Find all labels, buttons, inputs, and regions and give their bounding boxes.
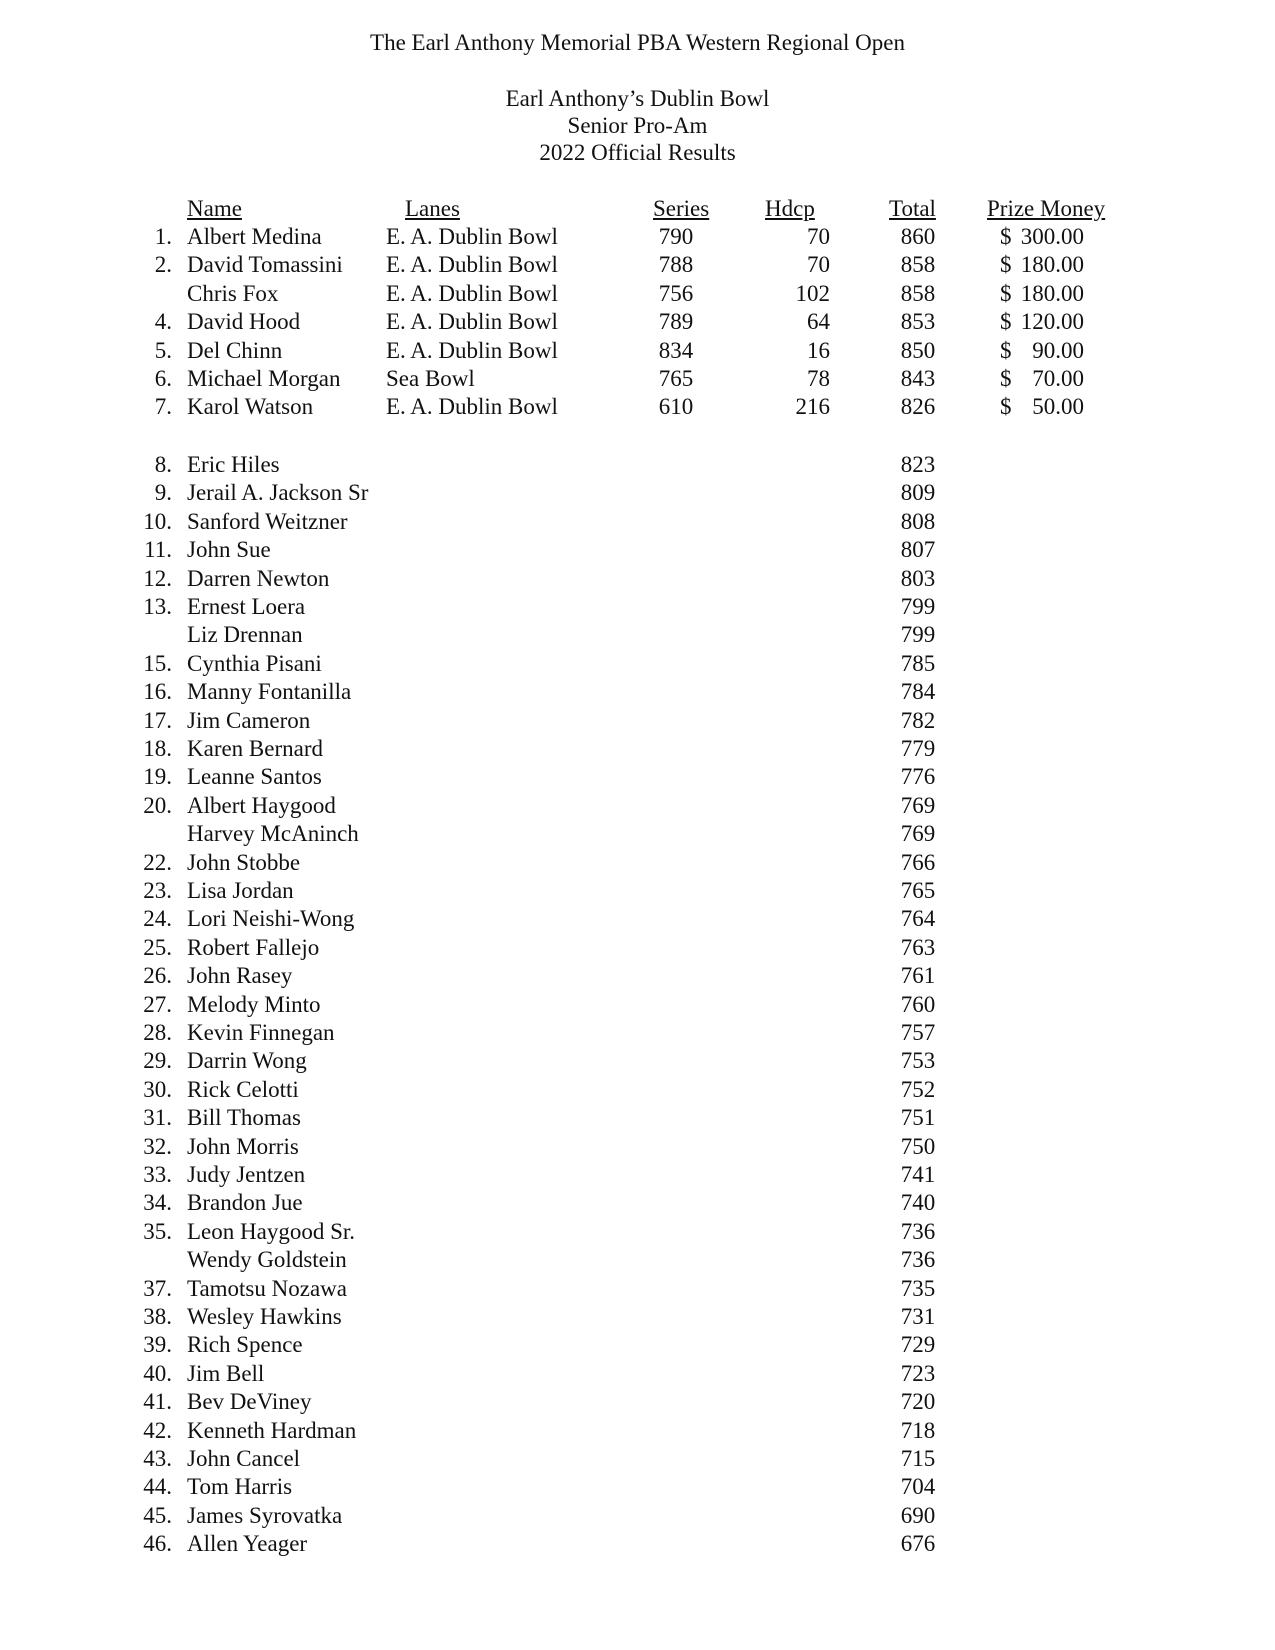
row-total: 763: [900, 934, 936, 960]
table-row: [0, 1276, 1275, 1304]
table-row: [0, 537, 1275, 565]
row-lanes: E. A. Dublin Bowl: [386, 280, 558, 306]
row-name: Bev DeViney: [187, 1389, 312, 1415]
row-rank: 8.: [154, 452, 172, 477]
row-total: 752: [900, 1076, 936, 1102]
table-row: [0, 509, 1275, 537]
row-total: 676: [900, 1531, 936, 1557]
row-rank: 17.: [143, 707, 172, 733]
row-total: 741: [900, 1162, 936, 1187]
row-hdcp: 216: [795, 394, 830, 420]
row-total: 735: [900, 1275, 936, 1301]
row-rank: 13.: [143, 594, 172, 619]
row-total: 704: [900, 1474, 936, 1500]
table-row: [0, 878, 1275, 906]
row-series: 765: [658, 366, 694, 391]
row-rank: 44.: [143, 1474, 172, 1500]
row-rank: 16.: [143, 679, 172, 705]
table-row: [0, 651, 1275, 679]
prize-currency: $: [1000, 366, 1012, 391]
results-subtitle: 2022 Official Results: [539, 140, 736, 165]
row-total: 757: [900, 1020, 936, 1045]
row-total: 858: [900, 252, 936, 278]
table-row: [0, 1247, 1275, 1275]
prize-amount: 50.00: [1032, 394, 1084, 420]
row-rank: 39.: [143, 1332, 172, 1358]
row-total: 850: [900, 337, 936, 363]
row-rank: 18.: [143, 736, 172, 761]
table-row: [0, 935, 1275, 963]
row-total: 760: [900, 991, 936, 1017]
row-name: Bill Thomas: [187, 1105, 301, 1131]
row-total: 808: [900, 508, 936, 534]
row-total: 782: [900, 707, 936, 733]
row-rank: 23.: [143, 878, 172, 903]
table-row: [0, 736, 1275, 764]
row-rank: 30.: [143, 1076, 172, 1102]
row-name: Harvey McAninch: [187, 821, 359, 847]
row-name: Darren Newton: [187, 565, 330, 591]
row-name: John Sue: [187, 537, 271, 563]
row-total: 803: [900, 565, 936, 591]
table-row: [0, 281, 1275, 309]
row-rank: 46.: [143, 1531, 172, 1557]
prize-currency: $: [1000, 394, 1012, 420]
prize-currency: $: [1000, 309, 1012, 335]
table-row: [0, 1531, 1275, 1559]
row-rank: 33.: [143, 1162, 172, 1187]
row-name: Tom Harris: [187, 1474, 293, 1500]
header-prize-money: Prize Money: [987, 196, 1106, 221]
row-total: 823: [900, 452, 936, 477]
row-prize-money: [1000, 394, 1084, 420]
table-row: [0, 1474, 1275, 1502]
row-rank: 26.: [143, 963, 172, 989]
table-row: [0, 1332, 1275, 1360]
row-rank: 24.: [143, 906, 172, 932]
table-row: [0, 764, 1275, 792]
row-total: 751: [900, 1105, 936, 1131]
row-name: John Cancel: [187, 1446, 301, 1471]
row-rank: 43.: [143, 1446, 172, 1471]
row-name: Lisa Jordan: [187, 878, 294, 903]
row-name: Kenneth Hardman: [187, 1417, 357, 1443]
venue-title: Earl Anthony’s Dublin Bowl: [505, 86, 770, 111]
row-prize-money: [1000, 252, 1084, 278]
row-series: 790: [658, 224, 694, 249]
prize-currency: $: [1000, 280, 1012, 306]
row-name: David Tomassini: [187, 252, 343, 278]
row-name: Manny Fontanilla: [187, 679, 352, 705]
row-name: John Morris: [187, 1133, 299, 1159]
row-total: 753: [900, 1048, 936, 1074]
row-rank: 4.: [154, 309, 172, 335]
row-rank: 34.: [143, 1190, 172, 1216]
row-total: 715: [900, 1446, 936, 1471]
row-rank: 7.: [154, 394, 172, 420]
row-rank: 15.: [143, 650, 172, 676]
row-lanes: E. A. Dublin Bowl: [386, 394, 558, 420]
row-prize-money: [1000, 366, 1084, 392]
row-lanes: E. A. Dublin Bowl: [386, 309, 558, 335]
row-lanes: E. A. Dublin Bowl: [386, 337, 558, 363]
row-name: Rick Celotti: [187, 1076, 299, 1102]
row-rank: 41.: [143, 1389, 172, 1415]
row-rank: 28.: [143, 1020, 172, 1045]
table-row: [0, 622, 1275, 650]
event-title: The Earl Anthony Memorial PBA Western Regional Open: [370, 30, 905, 55]
table-row: [0, 480, 1275, 508]
row-name: Karen Bernard: [187, 736, 324, 761]
prize-currency: $: [1000, 224, 1012, 249]
row-prize-money: [1000, 224, 1084, 250]
row-total: 809: [900, 480, 936, 506]
row-name: Ernest Loera: [187, 594, 306, 619]
table-row: [0, 850, 1275, 878]
row-rank: 42.: [143, 1417, 172, 1443]
table-row: [0, 594, 1275, 622]
row-name: Eric Hiles: [187, 452, 280, 477]
row-series: 789: [658, 309, 694, 335]
row-prize-money: [1000, 309, 1084, 335]
row-rank: 12.: [143, 565, 172, 591]
prize-amount: 90.00: [1032, 337, 1084, 363]
row-prize-money: [1000, 338, 1084, 364]
table-row: [0, 1304, 1275, 1332]
row-rank: 45.: [143, 1502, 172, 1528]
prize-amount: 70.00: [1032, 366, 1084, 391]
table-row: [0, 252, 1275, 280]
row-total: 690: [900, 1502, 936, 1528]
row-series: 788: [658, 252, 694, 278]
row-name: David Hood: [187, 309, 301, 335]
row-rank: 27.: [143, 991, 172, 1017]
row-total: 784: [900, 679, 936, 705]
table-row: [0, 309, 1275, 337]
prize-amount: 120.00: [1020, 309, 1084, 335]
table-row: [0, 366, 1275, 394]
row-total: 858: [900, 280, 936, 306]
row-name: Wendy Goldstein: [187, 1247, 347, 1273]
row-prize-money: [1000, 281, 1084, 307]
row-name: Chris Fox: [187, 280, 279, 306]
row-total: 731: [900, 1304, 936, 1329]
row-name: Robert Fallejo: [187, 934, 320, 960]
row-total: 736: [900, 1218, 936, 1244]
row-total: 799: [900, 594, 936, 619]
table-row: [0, 793, 1275, 821]
row-total: 718: [900, 1417, 936, 1443]
table-row: [0, 452, 1275, 480]
table-row: [0, 1503, 1275, 1531]
row-total: 750: [900, 1133, 936, 1159]
table-row: [0, 708, 1275, 736]
row-rank: 22.: [143, 849, 172, 875]
row-name: Judy Jentzen: [187, 1162, 306, 1187]
table-row: [0, 906, 1275, 934]
table-row: [0, 1389, 1275, 1417]
row-name: Darrin Wong: [187, 1048, 307, 1074]
header-total: Total: [889, 196, 936, 221]
row-name: Jim Cameron: [187, 707, 311, 733]
row-series: 834: [658, 337, 694, 363]
table-row: [0, 1361, 1275, 1389]
row-total: 779: [900, 736, 936, 761]
table-row: [0, 1105, 1275, 1133]
row-hdcp: 102: [795, 280, 830, 306]
row-name: Allen Yeager: [187, 1531, 308, 1557]
row-name: Melody Minto: [187, 991, 321, 1017]
row-rank: 38.: [143, 1304, 172, 1329]
row-rank: 10.: [143, 508, 172, 534]
row-rank: 40.: [143, 1360, 172, 1386]
row-total: 853: [900, 309, 936, 335]
row-name: Albert Medina: [187, 224, 322, 249]
table-row: [0, 992, 1275, 1020]
row-total: 761: [900, 963, 936, 989]
row-rank: 11.: [144, 537, 172, 563]
row-total: 769: [900, 821, 936, 847]
row-series: 610: [658, 394, 694, 420]
header-series: Series: [653, 196, 710, 221]
prize-amount: 300.00: [1020, 224, 1084, 249]
table-row: [0, 566, 1275, 594]
table-row: [0, 1418, 1275, 1446]
row-name: Cynthia Pisani: [187, 650, 322, 676]
row-hdcp: 78: [807, 366, 830, 391]
row-rank: 1.: [154, 224, 172, 249]
row-rank: 2.: [154, 252, 172, 278]
header-hdcp: Hdcp: [765, 196, 815, 221]
row-name: Albert Haygood: [187, 792, 336, 818]
row-total: 740: [900, 1190, 936, 1216]
row-name: Jerail A. Jackson Sr: [187, 480, 369, 506]
row-name: Tamotsu Nozawa: [187, 1275, 347, 1301]
header-name: Name: [187, 196, 242, 221]
row-lanes: Sea Bowl: [386, 366, 475, 391]
row-total: 860: [900, 224, 936, 249]
row-name: Leon Haygood Sr.: [187, 1218, 356, 1244]
row-name: Brandon Jue: [187, 1190, 303, 1216]
table-row: [0, 1162, 1275, 1190]
prize-currency: $: [1000, 337, 1012, 363]
row-total: 799: [900, 622, 936, 648]
prize-currency: $: [1000, 252, 1012, 278]
row-rank: 6.: [154, 366, 172, 391]
table-row: [0, 338, 1275, 366]
row-rank: 37.: [143, 1275, 172, 1301]
row-total: 769: [900, 792, 936, 818]
row-total: 729: [900, 1332, 936, 1358]
table-row: [0, 1446, 1275, 1474]
row-rank: 19.: [143, 764, 172, 790]
table-row: [0, 1134, 1275, 1162]
prize-amount: 180.00: [1020, 280, 1084, 306]
row-name: John Rasey: [187, 963, 293, 989]
header-lanes: Lanes: [405, 196, 460, 221]
row-name: Karol Watson: [187, 394, 314, 420]
row-hdcp: 64: [807, 309, 830, 335]
row-series: 756: [658, 280, 694, 306]
row-total: 736: [900, 1247, 936, 1273]
table-row: [0, 224, 1275, 252]
table-row: [0, 394, 1275, 422]
table-row: [0, 1020, 1275, 1048]
row-name: Leanne Santos: [187, 764, 322, 790]
division-title: Senior Pro-Am: [567, 113, 708, 138]
row-hdcp: 16: [807, 337, 830, 363]
row-name: Rich Spence: [187, 1332, 303, 1358]
row-rank: 31.: [143, 1105, 172, 1131]
table-row: [0, 821, 1275, 849]
row-rank: 9.: [154, 480, 172, 506]
table-row: [0, 1077, 1275, 1105]
row-rank: 35.: [143, 1218, 172, 1244]
row-rank: 5.: [154, 337, 172, 363]
table-row: [0, 679, 1275, 707]
row-total: 765: [900, 878, 936, 903]
row-rank: 29.: [143, 1048, 172, 1074]
row-total: 843: [900, 366, 936, 391]
row-name: Michael Morgan: [187, 366, 341, 391]
row-name: John Stobbe: [187, 849, 301, 875]
row-hdcp: 70: [807, 224, 830, 249]
row-name: Del Chinn: [187, 337, 283, 363]
row-hdcp: 70: [807, 252, 830, 278]
row-name: James Syrovatka: [187, 1502, 343, 1528]
row-name: Kevin Finnegan: [187, 1020, 335, 1045]
row-name: Jim Bell: [187, 1360, 265, 1386]
row-total: 720: [900, 1389, 936, 1415]
row-name: Lori Neishi-Wong: [187, 906, 355, 932]
row-total: 826: [900, 394, 936, 420]
row-name: Sanford Weitzner: [187, 508, 348, 534]
row-total: 723: [900, 1360, 936, 1386]
table-row: [0, 1048, 1275, 1076]
table-row: [0, 963, 1275, 991]
row-lanes: E. A. Dublin Bowl: [386, 252, 558, 278]
table-row: [0, 1190, 1275, 1218]
row-name: Liz Drennan: [187, 622, 303, 648]
row-name: Wesley Hawkins: [187, 1304, 342, 1329]
row-lanes: E. A. Dublin Bowl: [386, 224, 558, 249]
row-total: 785: [900, 650, 936, 676]
row-rank: 25.: [143, 934, 172, 960]
prize-amount: 180.00: [1020, 252, 1084, 278]
row-total: 766: [900, 849, 936, 875]
table-row: [0, 1219, 1275, 1247]
row-total: 776: [900, 764, 936, 790]
row-rank: 32.: [143, 1133, 172, 1159]
row-total: 807: [900, 537, 936, 563]
row-rank: 20.: [143, 792, 172, 818]
row-total: 764: [900, 906, 936, 932]
